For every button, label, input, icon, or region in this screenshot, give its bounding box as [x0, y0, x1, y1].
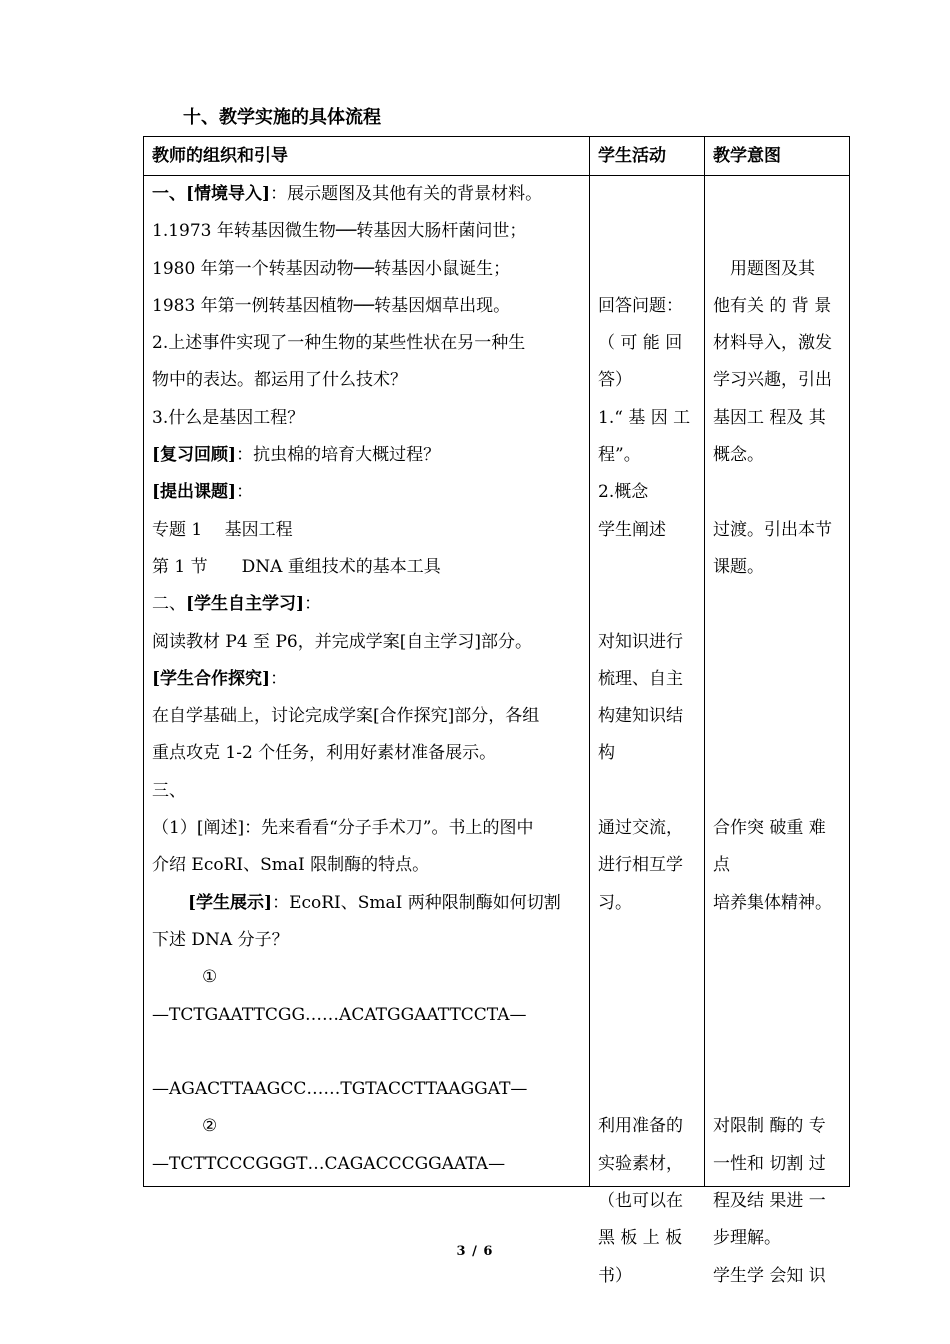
teacher-line-segment: 二、 [152, 594, 186, 615]
teacher-line-segment: ：EcoRI、SmaI 两种限制酶如何切割 [272, 892, 561, 913]
teacher-line-segment: [情境导入] [186, 184, 271, 204]
teacher-line-segment: ：展示题图及其他有关的背景材料。 [270, 184, 543, 204]
teacher-line-segment: ① [202, 967, 218, 988]
teacher-line [152, 1108, 581, 1145]
teacher-line [152, 251, 581, 288]
student-line [598, 922, 696, 959]
student-line: 实验素材， [598, 1153, 683, 1174]
intent-line: 学生学 会知 识 [713, 1265, 826, 1286]
header-teacher-guidance: 教师的组织和引导 [144, 137, 590, 176]
intent-line: 概念。 [713, 445, 764, 466]
student-line: 1.“ 基 因 工 [598, 407, 691, 428]
student-line [598, 213, 696, 250]
student-line [598, 1034, 696, 1071]
teacher-line [152, 624, 581, 661]
teacher-line-segment: —TCTGAATTCGG……ACATGGAATTCCTA— [152, 1004, 527, 1025]
intent-line: 一性和 切割 过 [713, 1153, 826, 1174]
intent-line [713, 959, 841, 996]
student-line [598, 1071, 696, 1108]
teacher-line [152, 400, 581, 437]
teacher-line-segment: 在自学基础上，讨论完成学案[合作探究]部分，各组 [152, 706, 540, 727]
teacher-line-segment: （1）[阐述]：先来看看“分子手术刀”。书上的图中 [152, 818, 534, 839]
teacher-line-segment: [学生展示] [188, 892, 273, 913]
teacher-line [152, 549, 581, 586]
intent-line: 学习兴趣，引出 [713, 370, 832, 391]
student-line: 学生阐述 [598, 519, 666, 540]
intent-line [713, 176, 841, 213]
student-line: 黑 板 上 板 [598, 1228, 683, 1249]
intent-line: 材料导入，激发 [713, 333, 832, 354]
intent-line: 对限制 酶的 专 [713, 1116, 826, 1137]
intent-line [713, 1071, 841, 1108]
teacher-line-segment: 1983 年第一例转基因植物──转基因烟草出现。 [152, 295, 511, 316]
teacher-line [152, 1146, 581, 1183]
table-row [144, 176, 850, 1187]
teacher-line-segment: —AGACTTAAGCC……TGTACCTTAAGGAT— [152, 1079, 528, 1100]
student-line: 答） [598, 370, 632, 391]
intent-line [713, 1034, 841, 1071]
student-line: 程”。 [598, 445, 641, 466]
teacher-line [152, 661, 581, 698]
intent-line: 过渡。引出本节 [713, 519, 832, 540]
teacher-line-segment: 阅读教材 P4 至 P6，并完成学案[自主学习]部分。 [152, 631, 532, 652]
teacher-lines [152, 176, 581, 1186]
teacher-line-segment: ： [304, 594, 322, 615]
student-line [598, 773, 696, 810]
teacher-line-segment: 1980 年第一个转基因动物──转基因小鼠诞生； [152, 258, 511, 279]
teacher-line-segment: 第 1 节 DNA 重组技术的基本工具 [152, 556, 441, 577]
teacher-line-segment: 介绍 EcoRI、SmaI 限制酶的特点。 [152, 855, 430, 876]
intent-line: 合作突 破重 难 [713, 818, 826, 839]
intent-line: 他有关 的 背 景 [713, 295, 832, 316]
teacher-line [152, 176, 581, 213]
student-line [598, 549, 696, 586]
intent-line: 培养集体精神。 [713, 892, 832, 913]
intent-line: 基因工 程及 其 [713, 407, 826, 428]
table-header-row [144, 137, 850, 176]
teacher-line-segment: [学生自主学习] [186, 594, 305, 615]
student-line: 对知识进行 [598, 631, 683, 652]
student-line: 书） [598, 1265, 632, 1286]
teacher-line [152, 437, 581, 474]
student-line: 梳理、自主 [598, 668, 683, 689]
header-teaching-intent: 教学意图 [705, 137, 850, 176]
teacher-line [152, 325, 581, 362]
student-line: 进行相互学 [598, 855, 683, 876]
teacher-line [152, 922, 581, 959]
teacher-line [152, 773, 581, 810]
teacher-line [152, 735, 581, 772]
intent-line [713, 624, 841, 661]
teacher-line-segment: 3.什么是基因工程？ [152, 407, 305, 428]
student-line [598, 176, 696, 213]
page-number: 3 / 6 [456, 1244, 494, 1259]
student-line: 通过交流， [598, 818, 683, 839]
intent-column-cell [705, 176, 850, 1286]
student-line: （也可以在 [598, 1191, 683, 1212]
teacher-line [152, 698, 581, 735]
student-lines [598, 176, 696, 1286]
section-heading: 十、教学实施的具体流程 [183, 107, 381, 128]
student-line [598, 959, 696, 996]
teacher-column-cell [144, 176, 590, 1187]
teacher-line [152, 213, 581, 250]
teacher-line-segment: 1.1973 年转基因微生物──转基因大肠杆菌问世； [152, 221, 527, 242]
teacher-line-segment: 专题 1 基因工程 [152, 519, 293, 540]
intent-line [713, 474, 841, 511]
teacher-line [152, 885, 581, 922]
intent-line [713, 586, 841, 623]
intent-line [713, 661, 841, 698]
intent-line [713, 698, 841, 735]
student-line [598, 251, 696, 288]
student-line: 2.概念 [598, 482, 649, 503]
teacher-line-segment: [复习回顾] [152, 445, 237, 466]
intent-line: 步理解。 [713, 1228, 781, 1249]
teacher-line [152, 997, 581, 1034]
intent-line [713, 922, 841, 959]
teacher-line-segment: 物中的表达。都运用了什么技术？ [152, 370, 407, 391]
student-line: 利用准备的 [598, 1116, 683, 1137]
teacher-line-segment: ② [202, 1116, 218, 1137]
teacher-line [152, 959, 581, 996]
student-column-cell [590, 176, 705, 1286]
teacher-line-segment: —TCTTCCCGGGT…CAGACCCGGAATA— [152, 1153, 506, 1174]
teacher-line-segment: ： [236, 482, 254, 503]
teacher-line-segment: 2.上述事件实现了一种生物的某些性状在另一种生 [152, 333, 526, 354]
intent-line: 点 [713, 855, 730, 876]
intent-line: 用题图及其 [713, 258, 815, 279]
teacher-line-segment: [提出课题] [152, 482, 237, 503]
teacher-line [152, 1034, 581, 1071]
student-line: （ 可 能 回 [598, 333, 683, 354]
teacher-line-segment: 三、 [152, 780, 186, 801]
teacher-line [152, 362, 581, 399]
intent-line [713, 735, 841, 772]
intent-line [713, 773, 841, 810]
teacher-line [152, 586, 581, 623]
header-student-activity: 学生活动 [590, 137, 705, 176]
teacher-line-segment: 一、 [152, 184, 186, 204]
student-line: 回答问题： [598, 295, 683, 316]
intent-line: 课题。 [713, 556, 764, 577]
teacher-line [152, 512, 581, 549]
teacher-line [152, 847, 581, 884]
intent-line [713, 213, 841, 250]
teacher-line [152, 810, 581, 847]
student-line: 构 [598, 743, 615, 764]
student-line [598, 586, 696, 623]
intent-line [713, 997, 841, 1034]
teacher-line-segment: 下述 DNA 分子？ [152, 929, 289, 950]
teacher-line [152, 1071, 581, 1108]
teacher-line-segment: [学生合作探究] [152, 668, 271, 689]
teacher-line-segment: ：抗虫棉的培育大概过程？ [236, 445, 441, 466]
student-line: 习。 [598, 892, 632, 913]
teacher-line [152, 474, 581, 511]
teacher-line [152, 288, 581, 325]
student-line [598, 997, 696, 1034]
teacher-line-segment: ： [270, 668, 288, 689]
intent-line: 程及结 果进 一 [713, 1191, 826, 1212]
student-line: 构建知识结 [598, 706, 683, 727]
teacher-line-segment: 重点攻克 1-2 个任务，利用好素材准备展示。 [152, 743, 497, 764]
intent-lines [713, 176, 841, 1286]
